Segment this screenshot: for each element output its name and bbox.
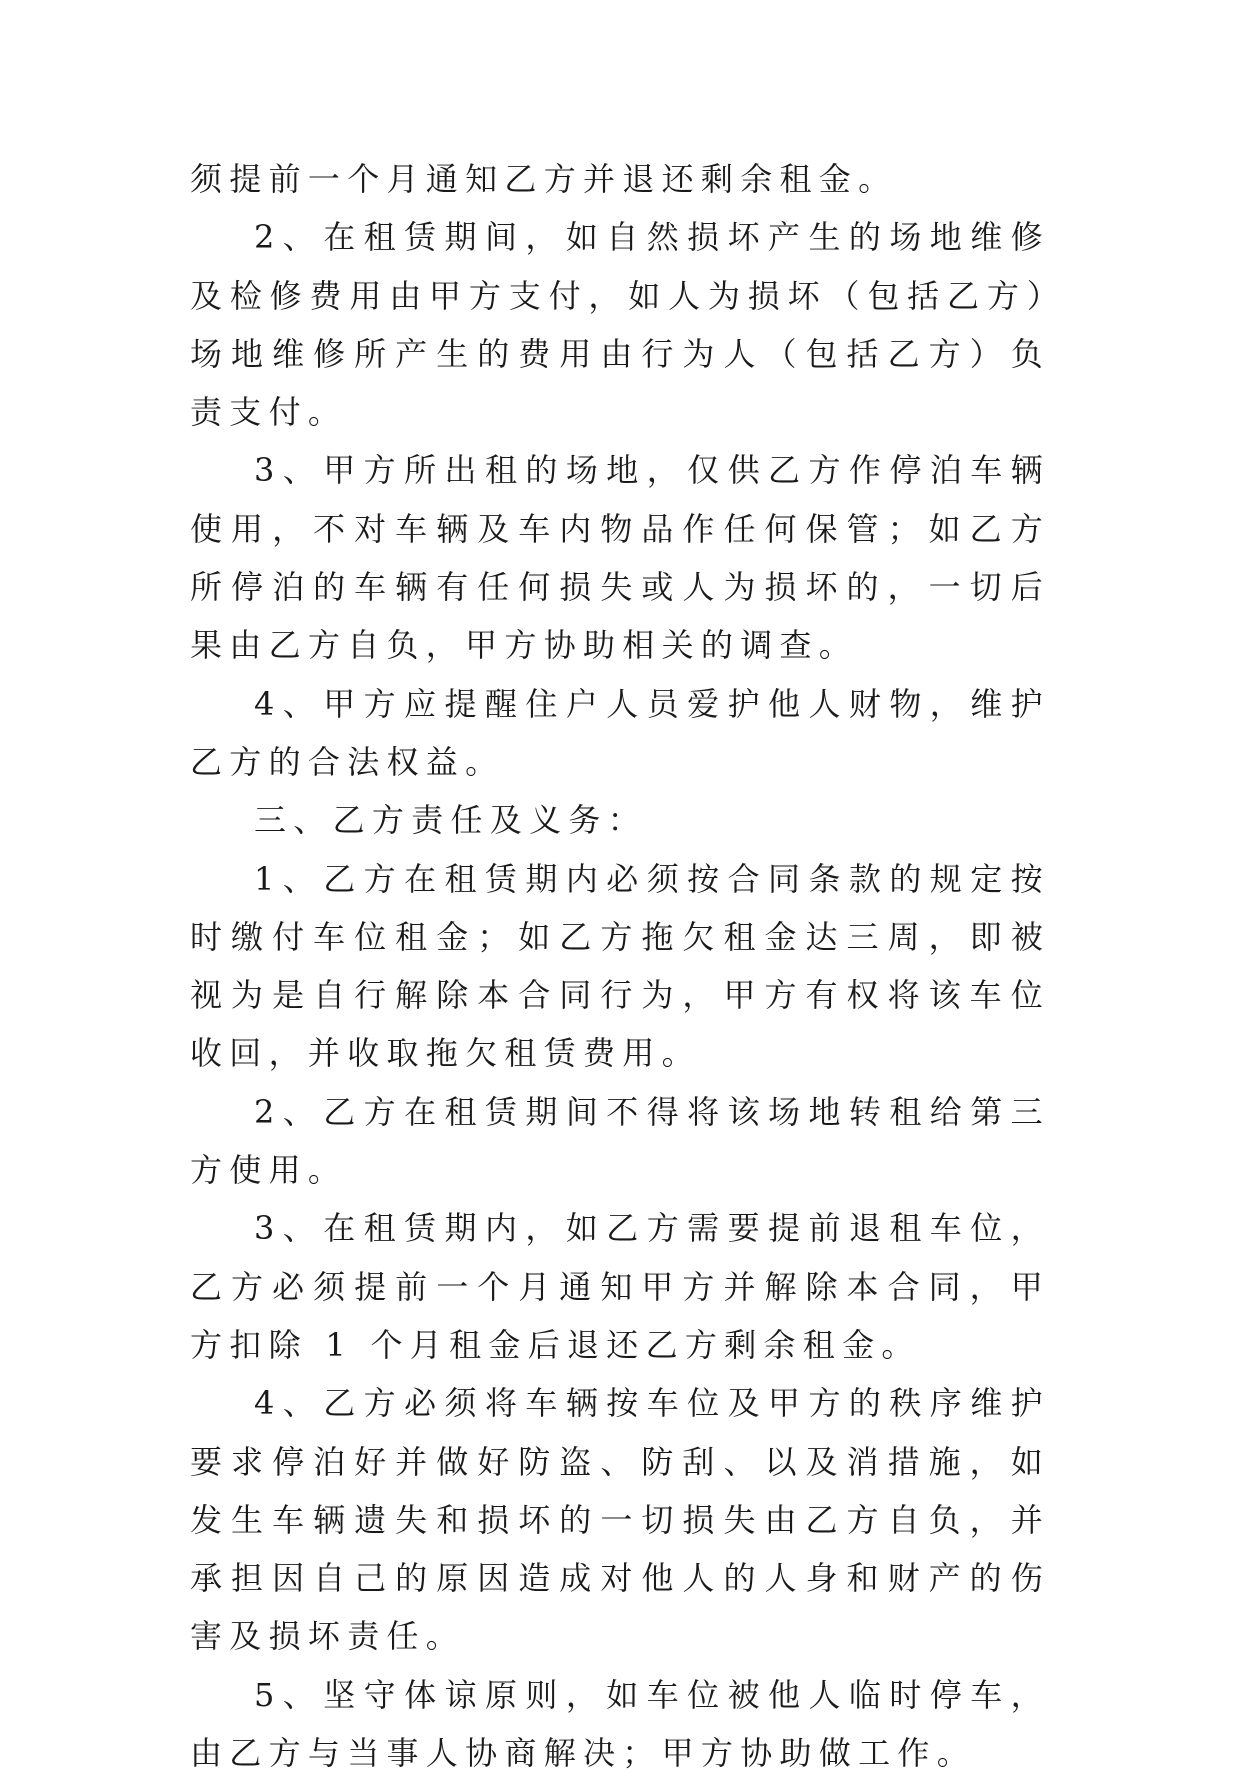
clause-2-2-maintenance-fees: 2、在租赁期间，如自然损坏产生的场地维修及检修费用由甲方支付，如人为损坏（包括乙方）场地维修所产生的费用由行为人（包括乙方）负责支付。 — [190, 218, 1050, 432]
clause-3-2-no-sublease: 2、乙方在租赁期间不得将该场地转租给第三方使用。 — [190, 1092, 1050, 1190]
section-heading-party-b-duties: 三、乙方责任及义务： — [254, 801, 648, 840]
document-body — [190, 150, 1050, 1782]
clause-2-4-remind-residents: 4、甲方应提醒住户人员爱护他人财物，维护乙方的合法权益。 — [190, 684, 1050, 781]
clause-3-5-understanding-principle: 5、坚守体谅原则，如车位被他人临时停车，由乙方与当事人协商解决；甲方协助做工作。 — [190, 1675, 1050, 1773]
paragraph-continuation: 须提前一个月通知乙方并退还剩余租金。 — [190, 160, 898, 198]
clause-2-3-parking-use: 3、甲方所出租的场地，仅供乙方作停泊车辆使用，不对车辆及车内物品作任何保管；如乙方所停泊的车辆有任何损失或人为损坏的，一切后果由乙方自负，甲方协助相关的调查。 — [190, 451, 1050, 665]
clause-3-1-rent-payment: 1、乙方在租赁期内必须按合同条款的规定按时缴付车位租金；如乙方拖欠租金达三周，即被视为是自行解除本合同行为，甲方有权将该车位收回，并收取拖欠租赁费用。 — [190, 859, 1050, 1073]
clause-3-4-parking-security: 4、乙方必须将车辆按车位及甲方的秩序维护要求停泊好并做好防盗、防刮、以及消措施，如发生车辆遗失和损坏的一切损失由乙方自负，并承担因自己的原因造成对他人的人身和财产的伤害及损坏责任。 — [190, 1384, 1050, 1656]
clause-3-3-early-termination: 3、在租赁期内，如乙方需要提前退租车位，乙方必须提前一个月通知甲方并解除本合同，甲方扣除 1 个月租金后退还乙方剩余租金。 — [190, 1209, 1050, 1364]
